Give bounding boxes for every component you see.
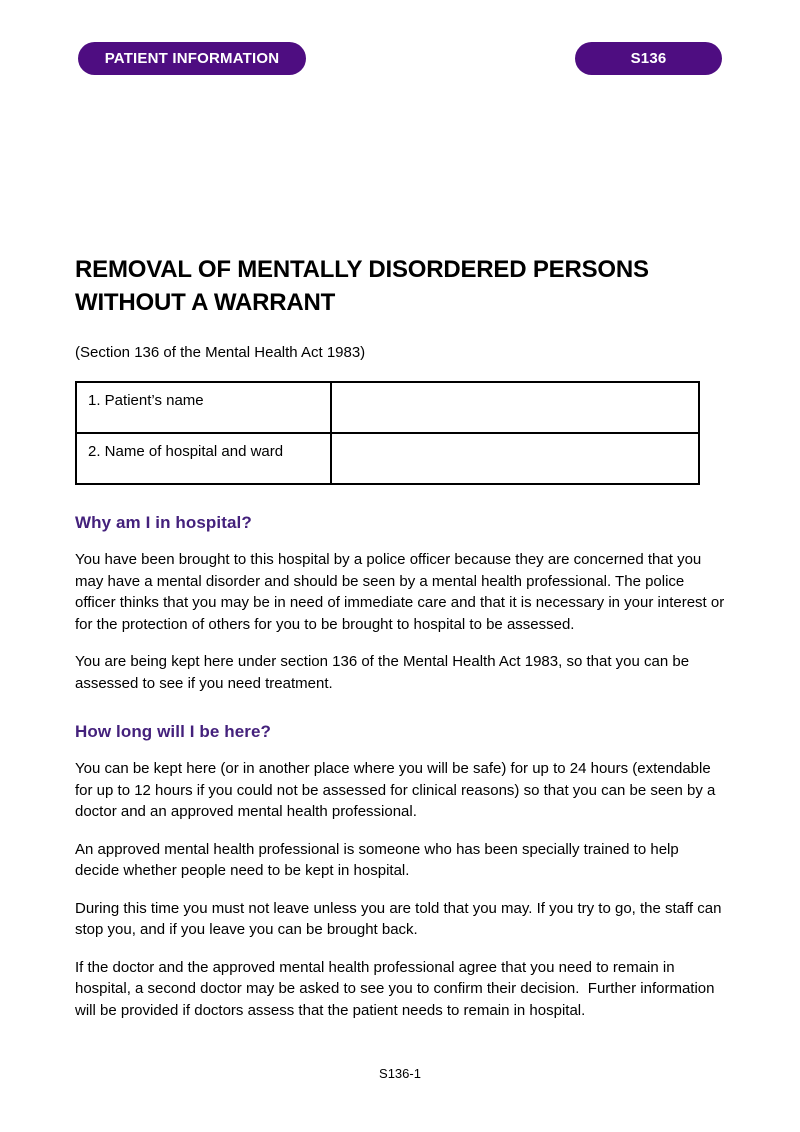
paragraph-approved-professional: An approved mental health professional is someone who has been specially trained to help decide whether people need to be kept in hospital. (75, 840, 683, 879)
paragraph-must-not-leave: During this time you must not leave unless you are told that you may. If you try to go, the staff can stop you, and if you leave you can be brought back. (75, 899, 726, 938)
footer-page-code: S136-1 (379, 1066, 421, 1081)
patient-name-value-cell (331, 382, 699, 433)
header-badges (78, 42, 722, 75)
patient-details-table (75, 381, 700, 485)
section-heading-how-long-will-i-be-here: How long will I be here? (75, 722, 272, 741)
paragraph-kept-24-hours: You can be kept here (or in another place where you will be safe) for up to 24 hours (extendable for up to 12 hours if you could not be assessed for clinical reasons) so that you can be seen by a doctor and an approved mental health professional. (75, 760, 720, 820)
table-row-patient-name (76, 382, 699, 433)
hospital-ward-value-cell (331, 433, 699, 484)
document-subtitle: (Section 136 of the Mental Health Act 1983) (75, 344, 366, 361)
patient-name-label-cell: 1. Patient’s name (76, 382, 331, 433)
paragraph-kept-under-section-136: You are being kept here under section 136 of the Mental Health Act 1983, so that you can be assessed to see if you need treatment. (75, 653, 694, 692)
document-title-line-1: REMOVAL OF MENTALLY DISORDERED PERSONS (75, 256, 649, 283)
section-heading-why-am-i-in-hospital: Why am I in hospital? (75, 513, 252, 532)
paragraph-brought-by-police: You have been brought to this hospital by a police officer because they are concerned that you may have a mental disorder and should be seen by a mental health professional. The police officer thinks that you may be in need of immediate care and that it is necessary in your interest or for the protection of others for you to be brought to hospital to be assessed. (75, 551, 729, 633)
hospital-ward-label-cell: 2. Name of hospital and ward (76, 433, 331, 484)
document-title (75, 253, 725, 319)
document-title-line-2: WITHOUT A WARRANT (75, 289, 336, 316)
table-row-hospital-ward (76, 433, 699, 484)
form-code-badge: S136 (575, 42, 722, 75)
paragraph-second-doctor: If the doctor and the approved mental health professional agree that you need to remain in hospital, a second doctor may be asked to see you to confirm their decision. Further information will be provided if doctors assess that the patient needs to remain in hospital. (75, 958, 719, 1019)
document-content (75, 253, 729, 1021)
patient-information-badge: PATIENT INFORMATION (78, 42, 306, 75)
